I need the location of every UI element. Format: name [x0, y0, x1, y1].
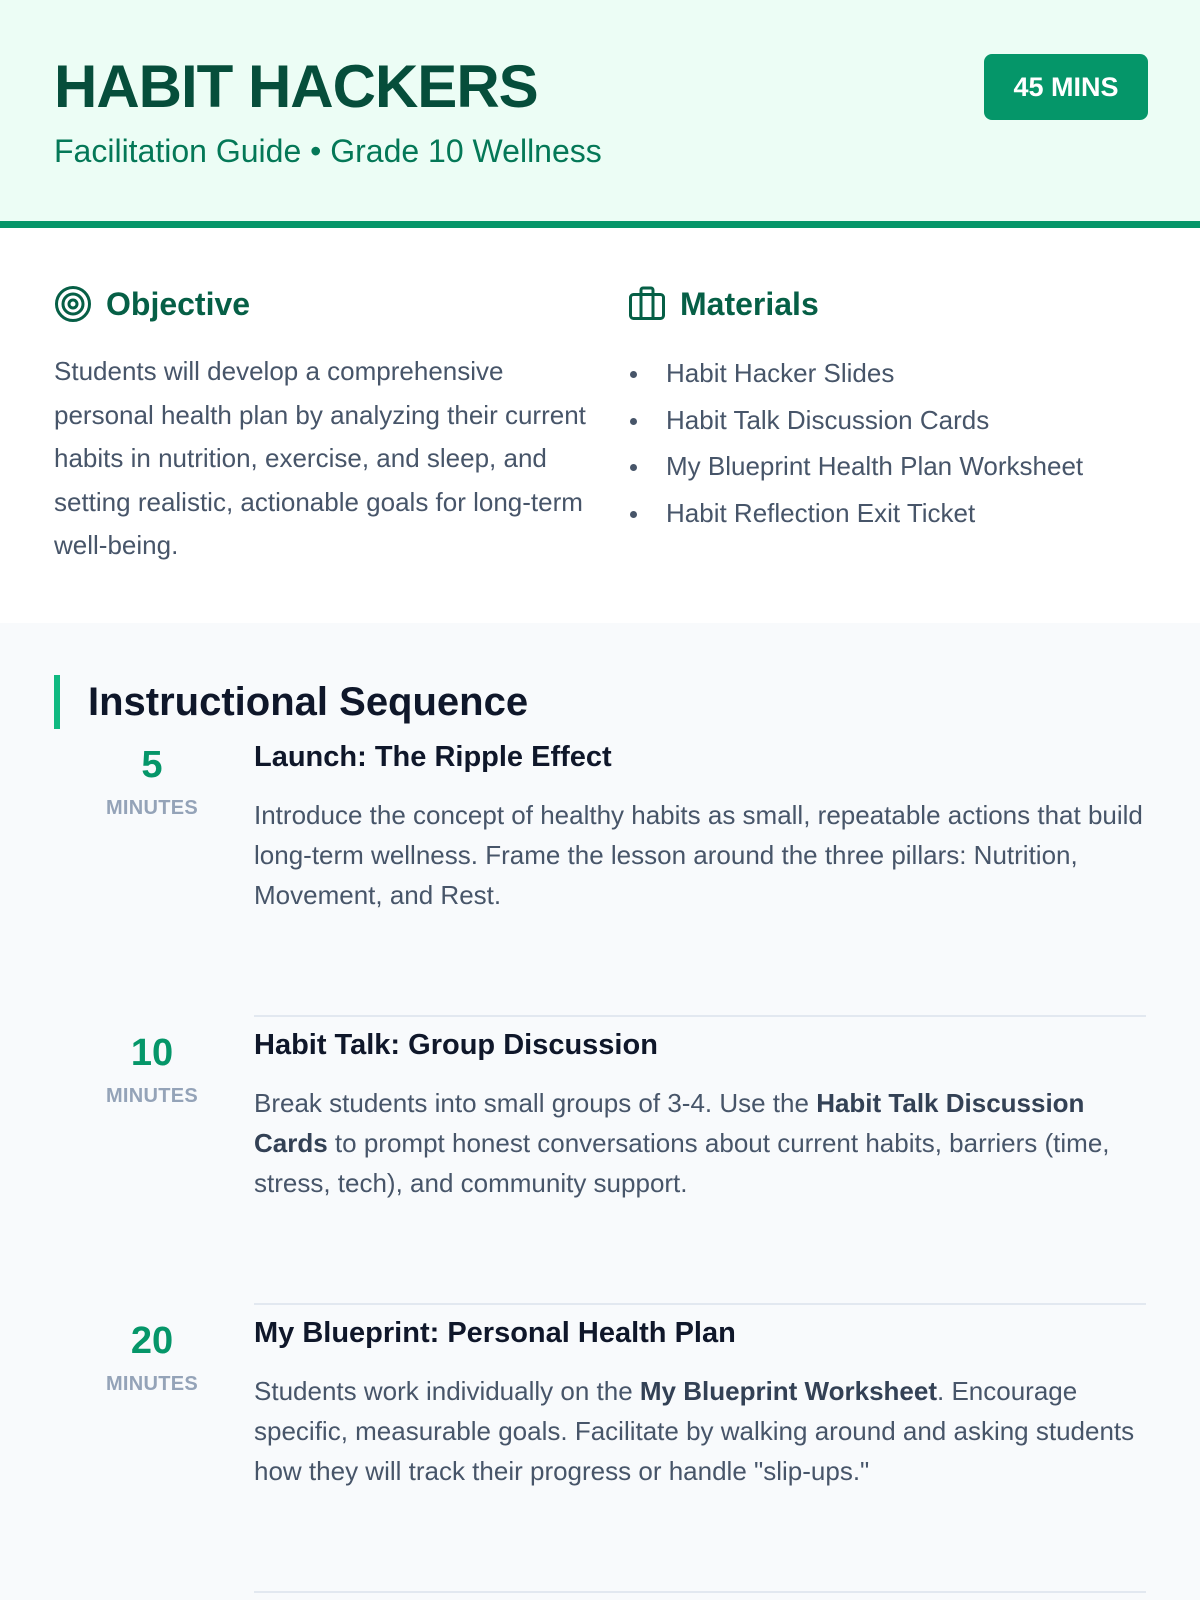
step-unit: MINUTES — [105, 797, 199, 819]
accent-bar — [54, 675, 60, 729]
materials-heading: Materials — [680, 285, 819, 322]
page-subtitle: Facilitation Guide • Grade 10 Wellness — [54, 133, 602, 169]
objective-text: Students will develop a comprehensive personal health plan by analyzing their current habits in nutrition, exercise, and sleep, and setting realistic, actionable goals for long-term well-being. — [54, 356, 586, 560]
duration-badge: 45 MINS — [984, 54, 1148, 120]
step-title: My Blueprint: Personal Health Plan — [254, 1317, 736, 1349]
step-description: Introduce the concept of healthy habits as small, repeatable actions that build long-term wellness. Frame the lesson around the three pillars: Nutrition, Movement, and Rest. — [254, 800, 1143, 910]
step-time — [54, 729, 254, 1017]
step-body — [254, 729, 1146, 1017]
step-minutes: 5 — [141, 744, 163, 786]
step-description: Break students into small groups of 3-4. Use the Habit Talk Discussion Cards to prompt honest conversations about current habits, barriers (time, stress, tech), and community support. — [254, 1088, 1110, 1198]
objective-header — [54, 280, 608, 328]
step-minutes: 10 — [130, 1032, 174, 1074]
step-title: Habit Talk: Group Discussion — [254, 1029, 658, 1061]
materials-section — [628, 280, 1146, 623]
step-minutes: 20 — [130, 1320, 174, 1362]
materials-list — [628, 350, 1146, 536]
list-item: Habit Hacker Slides — [628, 350, 1146, 397]
info-section — [0, 228, 1200, 623]
step-title: Launch: The Ripple Effect — [254, 741, 612, 773]
step-description: Students work individually on the My Blueprint Worksheet. Encourage specific, measurable goals. Facilitate by walking around and asking students how they will track their progress or handle "slip-ups." — [254, 1376, 1135, 1486]
step-unit: MINUTES — [105, 1085, 199, 1107]
sequence-header — [54, 675, 1146, 729]
step-launch — [54, 729, 1146, 1017]
step-time — [54, 1017, 254, 1305]
list-item: My Blueprint Health Plan Worksheet — [628, 443, 1146, 490]
step-time — [54, 1305, 254, 1593]
list-item: Habit Talk Discussion Cards — [628, 397, 1146, 444]
page-title: HABIT HACKERS — [54, 53, 538, 120]
step-body — [254, 1305, 1146, 1593]
page-header — [0, 0, 1200, 228]
step-unit: MINUTES — [105, 1373, 199, 1395]
step-habit-talk — [54, 1017, 1146, 1305]
materials-header — [628, 280, 1146, 328]
objective-heading: Objective — [106, 285, 251, 322]
list-item: Habit Reflection Exit Ticket — [628, 490, 1146, 537]
target-icon — [54, 285, 92, 323]
instructional-sequence — [0, 623, 1200, 1593]
step-my-blueprint — [54, 1305, 1146, 1593]
objective-section — [54, 280, 628, 623]
sequence-heading: Instructional Sequence — [88, 679, 529, 724]
briefcase-icon — [628, 285, 666, 323]
step-body — [254, 1017, 1146, 1305]
